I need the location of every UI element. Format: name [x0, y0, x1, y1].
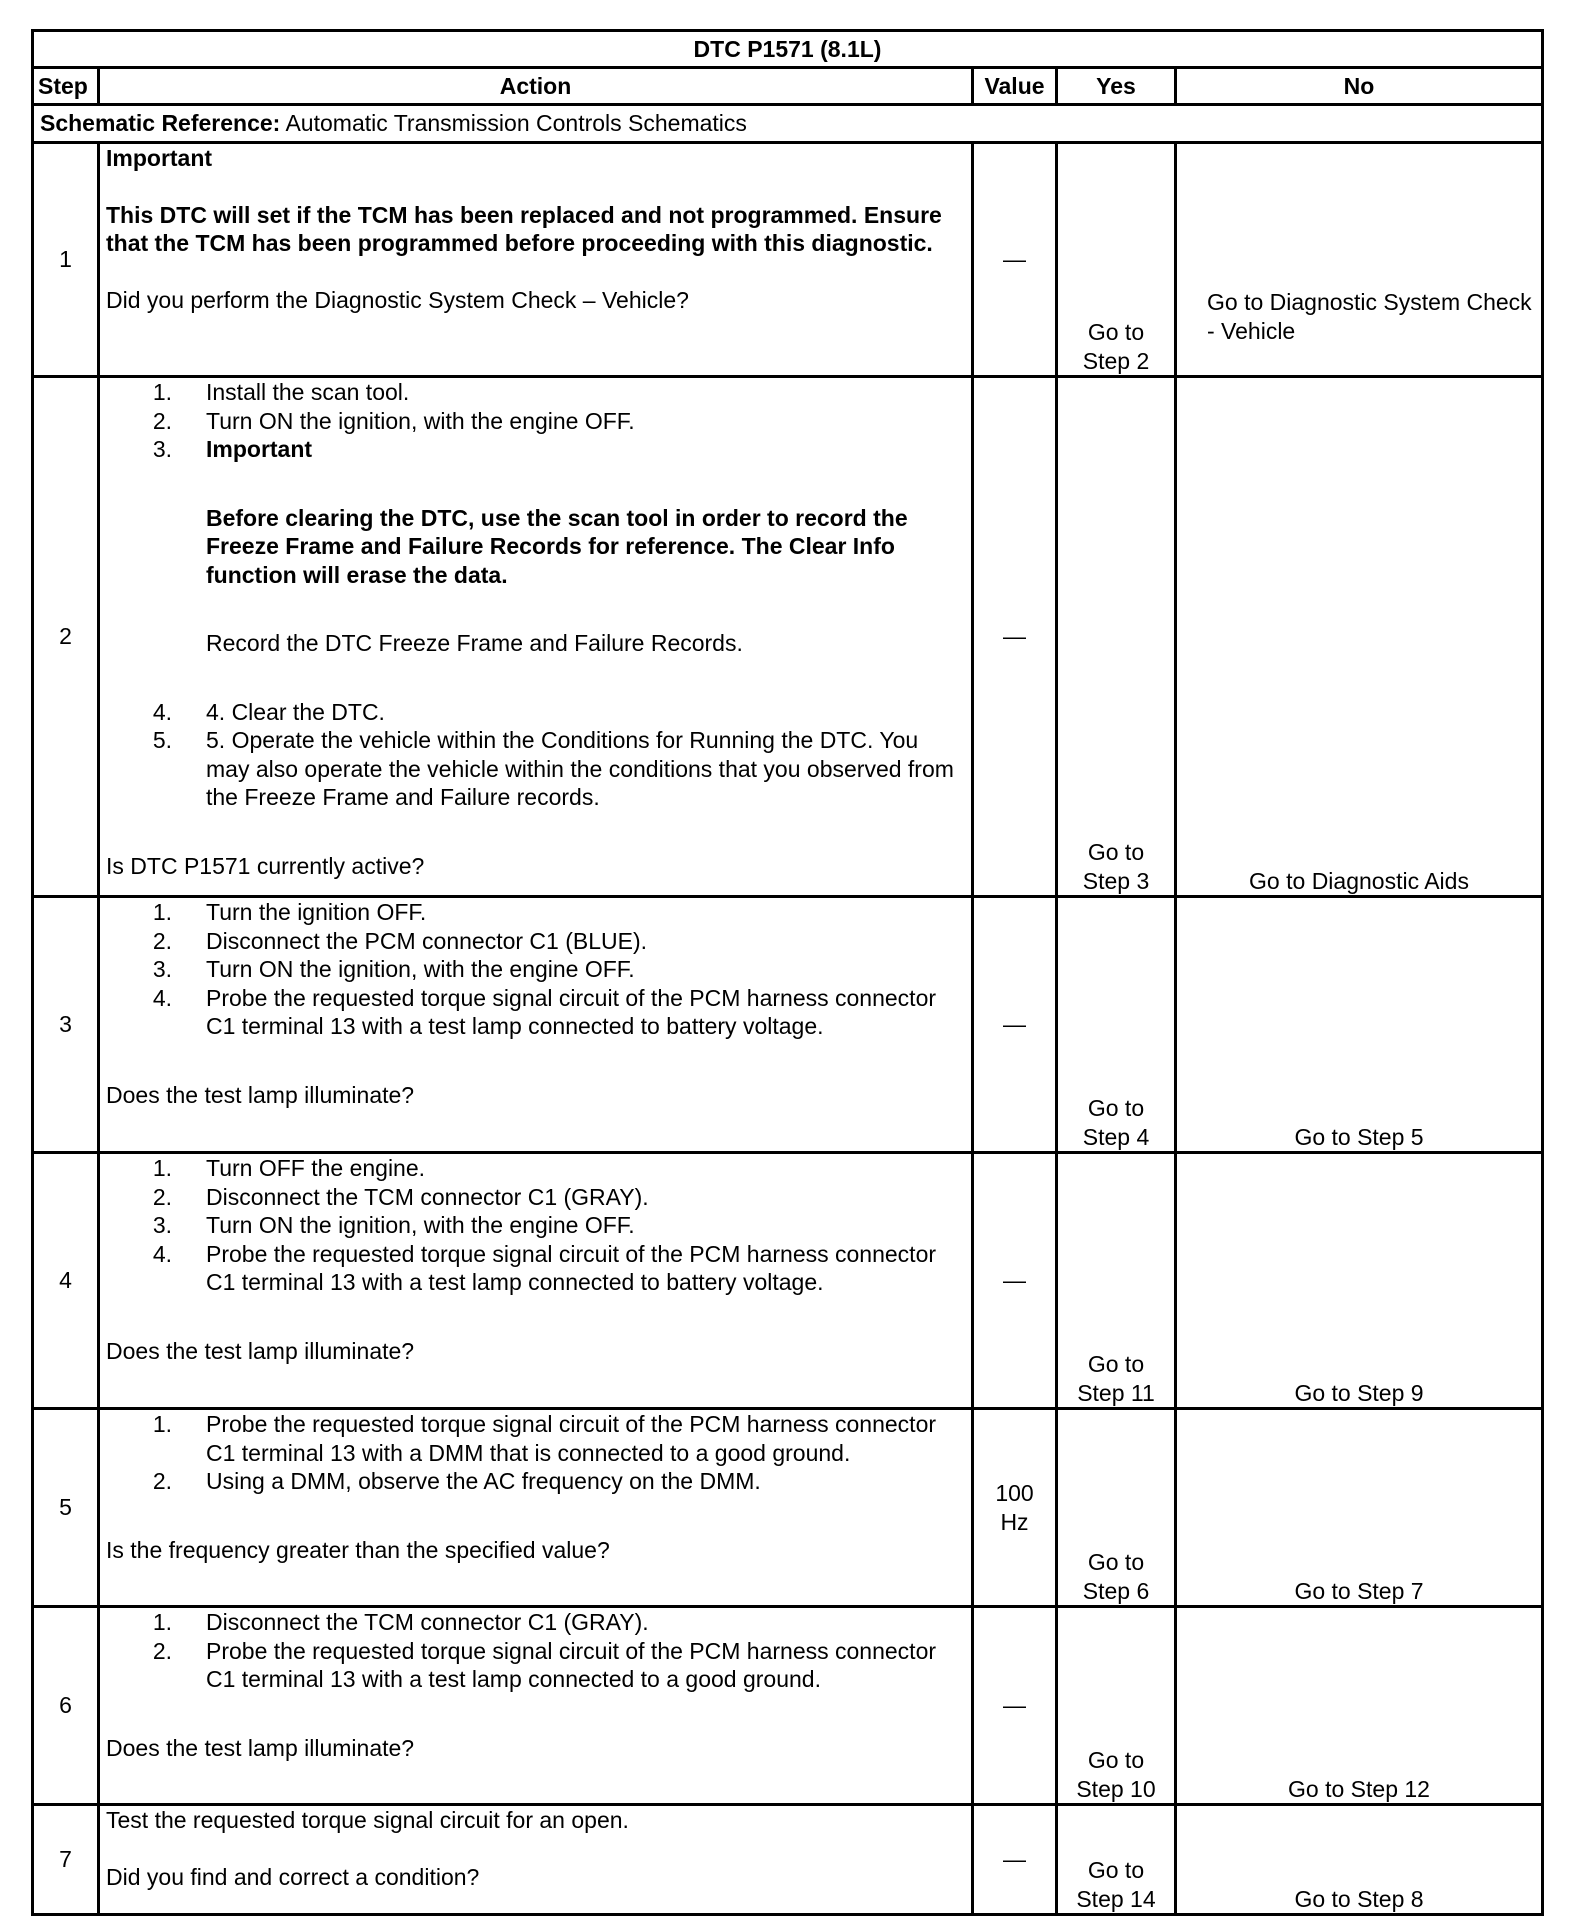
list-item: 2. Disconnect the TCM connector C1 (GRAY). [152, 1183, 649, 1210]
step-question: Does the test lamp illuminate? [106, 1734, 415, 1761]
header-yes: Yes [1057, 68, 1176, 105]
step-text: Test the requested torque signal circuit for an open. [106, 1807, 629, 1833]
list-item: 2. Disconnect the PCM connector C1 (BLUE). [152, 927, 648, 954]
list-item: 1. Disconnect the TCM connector C1 (GRAY). [152, 1609, 649, 1635]
step-action [99, 897, 973, 1153]
list-item: 1. Probe the requested torque signal circuit of the PCM harness connector C1 terminal 13 with a DMM that is connected to a good ground. [152, 1411, 937, 1466]
step-yes-link[interactable]: Go to Step 14 [1057, 1805, 1176, 1915]
step-yes-link[interactable]: Go to Step 10 [1057, 1607, 1176, 1805]
step-number: 3 [33, 897, 99, 1153]
header-row [33, 68, 1543, 105]
step-action [99, 1607, 973, 1805]
list-item: 4. Probe the requested torque signal circuit of the PCM harness connector C1 terminal 13 with a test lamp connected to battery voltage. [152, 984, 937, 1039]
list-item: 1. Turn the ignition OFF. [152, 899, 427, 925]
step-row-2 [33, 377, 1543, 897]
step-row-6 [33, 1607, 1543, 1805]
list-item: 4. Probe the requested torque signal circuit of the PCM harness connector C1 terminal 13 with a test lamp connected to battery voltage. [152, 1240, 937, 1295]
step-question: Is DTC P1571 currently active? [106, 852, 425, 879]
list-item: 1. Turn OFF the engine. [152, 1155, 426, 1181]
list-item: 5. 5. Operate the vehicle within the Conditions for Running the DTC. You may also operate the vehicle within the conditions that you observed from the Freeze Frame and Failure records. [152, 727, 954, 810]
important-text: This DTC will set if the TCM has been replaced and not programmed. Ensure that the TCM has been programmed before proceeding with this diagnostic. [106, 201, 942, 256]
step-number: 7 [33, 1805, 99, 1915]
step-yes-link[interactable]: Go to Step 2 [1057, 143, 1176, 377]
step-number: 5 [33, 1409, 99, 1607]
schematic-reference [33, 105, 1543, 143]
step-no-link[interactable]: Go to Step 7 [1176, 1409, 1543, 1607]
step-question: Did you find and correct a condition? [106, 1863, 480, 1890]
step-action [99, 1805, 973, 1915]
header-step: Step [33, 68, 99, 105]
dtc-table [31, 29, 1544, 1916]
step-value: — [973, 1607, 1057, 1805]
step-question: Is the frequency greater than the specified value? [106, 1536, 610, 1563]
list-item: 3. Turn ON the ignition, with the engine OFF. [152, 956, 635, 982]
step-value: — [973, 377, 1057, 897]
table-title: DTC P1571 (8.1L) [33, 31, 1543, 68]
title-row [33, 31, 1543, 68]
step-row-7 [33, 1805, 1543, 1915]
step-number: 1 [33, 143, 99, 377]
header-value: Value [973, 68, 1057, 105]
step-no-link[interactable]: Go to Diagnostic System Check - Vehicle [1176, 143, 1543, 377]
step-no-link[interactable]: Go to Diagnostic Aids [1176, 377, 1543, 897]
step-row-4 [33, 1153, 1543, 1409]
important-heading: Important [106, 145, 213, 171]
step-yes-link[interactable]: Go to Step 6 [1057, 1409, 1176, 1607]
step-yes-link[interactable]: Go to Step 3 [1057, 377, 1176, 897]
schematic-link[interactable]: Automatic Transmission Controls Schematics [285, 110, 747, 137]
step-number: 6 [33, 1607, 99, 1805]
step-yes-link[interactable]: Go to Step 4 [1057, 897, 1176, 1153]
step-question: Did you perform the Diagnostic System Check – Vehicle? [106, 286, 689, 313]
header-no: No [1176, 68, 1543, 105]
list-item: 2. Probe the requested torque signal circuit of the PCM harness connector C1 terminal 13 with a test lamp connected to a good ground. [152, 1637, 937, 1692]
step-no-link[interactable]: Go to Step 9 [1176, 1153, 1543, 1409]
step-value: 100 Hz [973, 1409, 1057, 1607]
step-no-link[interactable]: Go to Step 8 [1176, 1805, 1543, 1915]
step-value: — [973, 1805, 1057, 1915]
step-no-link[interactable]: Go to Step 12 [1176, 1607, 1543, 1805]
step-question: Does the test lamp illuminate? [106, 1081, 415, 1108]
header-action: Action [99, 68, 973, 105]
list-item: 2. Turn ON the ignition, with the engine OFF. [152, 407, 635, 434]
step-yes-link[interactable]: Go to Step 11 [1057, 1153, 1176, 1409]
list-item: 3. Important [152, 436, 313, 462]
step-action [99, 143, 973, 377]
step-action [99, 1153, 973, 1409]
step-no-link[interactable]: Go to Step 5 [1176, 897, 1543, 1153]
step-question: Does the test lamp illuminate? [106, 1337, 415, 1364]
record-text: Record the DTC Freeze Frame and Failure Records. [206, 630, 743, 656]
step-number: 2 [33, 377, 99, 897]
step-number: 4 [33, 1153, 99, 1409]
step-value: — [973, 143, 1057, 377]
schematic-row [33, 105, 1543, 143]
step-action [99, 377, 973, 897]
step-value: — [973, 897, 1057, 1153]
list-item: 2. Using a DMM, observe the AC frequency on the DMM. [152, 1468, 761, 1494]
step-row-3 [33, 897, 1543, 1153]
list-item: 1. Install the scan tool. [152, 379, 410, 405]
important-text: Before clearing the DTC, use the scan tool in order to record the Freeze Frame and Failure Records for reference. The Clear Info function will erase the data. [206, 504, 908, 588]
list-item: 4. 4. Clear the DTC. [152, 698, 385, 725]
step-row-5 [33, 1409, 1543, 1607]
schematic-label: Schematic Reference: [40, 110, 281, 137]
step-value: — [973, 1153, 1057, 1409]
step-row-1 [33, 143, 1543, 377]
step-action [99, 1409, 973, 1607]
list-item: 3. Turn ON the ignition, with the engine OFF. [152, 1212, 635, 1238]
